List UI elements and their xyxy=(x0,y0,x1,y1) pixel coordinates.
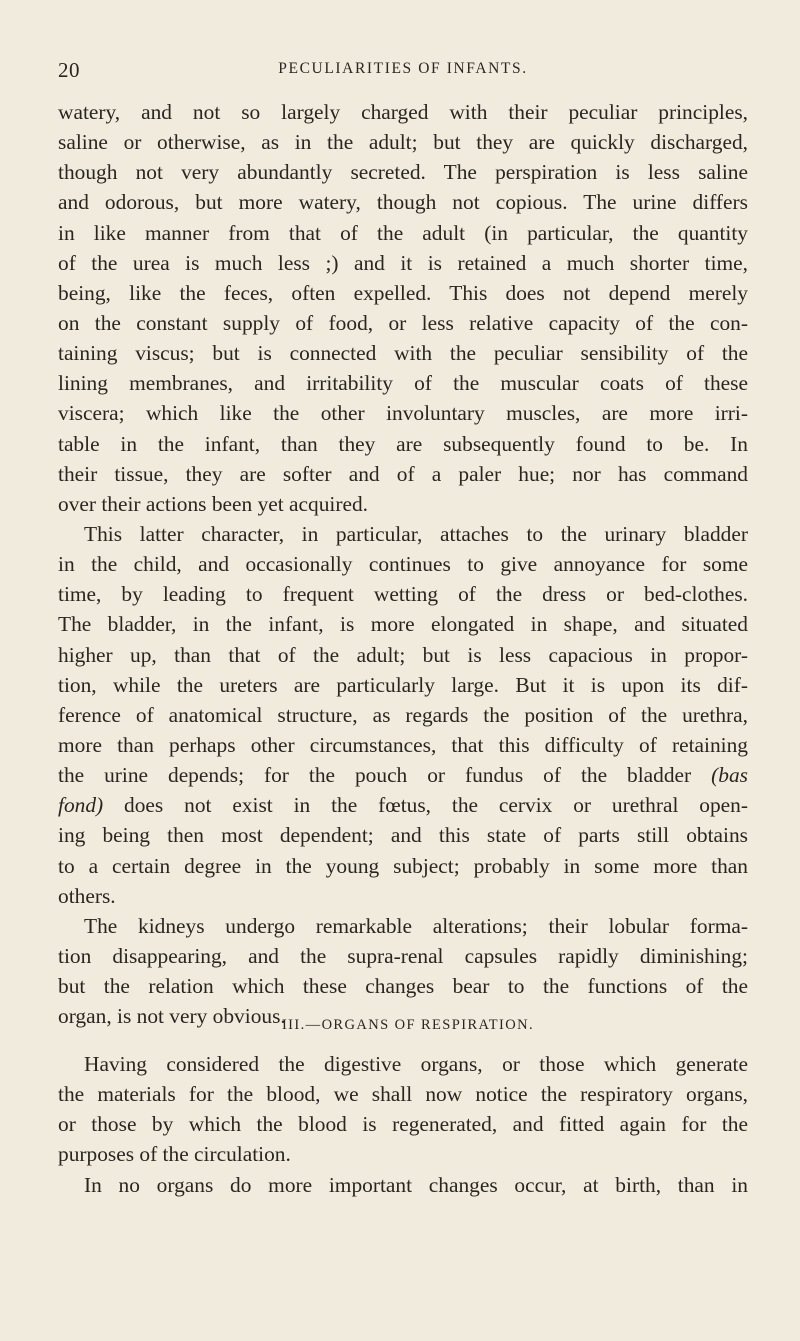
text-line: This latter character, in particular, attaches to the urinary bladder xyxy=(84,521,748,546)
body-text xyxy=(58,97,748,1031)
text-line: In no organs do more important changes occur, at birth, than in xyxy=(84,1172,748,1197)
text-line: in the child, and occasionally continues to give annoyance for some xyxy=(58,552,748,577)
italic-term: fond) xyxy=(58,793,104,818)
paragraph xyxy=(58,1049,748,1170)
text-line: in like manner from that of the adult (in particular, the quantity xyxy=(58,220,748,245)
text-segment: the urine depends; for the pouch or fundus of the bladder xyxy=(58,763,692,788)
text-line: of the urea is much less ;) and it is retained a much shorter time, xyxy=(58,250,748,275)
text-line: time, by leading to frequent wetting of the dress or bed-clothes. xyxy=(58,582,748,607)
running-head: PECULIARITIES OF INFANTS. xyxy=(278,60,528,77)
paragraph xyxy=(58,911,748,1032)
text-line: ing being then most dependent; and this state of parts still obtains xyxy=(58,823,748,848)
paragraph xyxy=(58,519,748,911)
text-line: viscera; which like the other involuntary muscles, are more irri- xyxy=(58,401,748,426)
paragraph xyxy=(58,97,748,519)
text-line: ference of anatomical structure, as regards the position of the urethra, xyxy=(58,702,748,727)
text-line: on the constant supply of food, or less relative capacity of the con- xyxy=(58,310,748,335)
page-number: 20 xyxy=(58,58,80,82)
text-line: over their actions been yet acquired. xyxy=(58,491,369,516)
text-line: the materials for the blood, we shall now notice the respiratory organs, xyxy=(58,1082,748,1107)
section-body xyxy=(58,1049,748,1200)
text-line: taining viscus; but is connected with the peculiar sensibility of the xyxy=(58,341,748,366)
text-line: more than perhaps other circumstances, that this difficulty of retaining xyxy=(58,732,748,757)
text-line: higher up, than that of the adult; but is less capacious in propor- xyxy=(58,642,748,667)
text-line: others. xyxy=(58,883,116,908)
text-line: their tissue, they are softer and of a paler hue; nor has command xyxy=(58,461,748,486)
text-line: The bladder, in the infant, is more elongated in shape, and situated xyxy=(58,612,748,637)
page-header xyxy=(58,58,748,88)
text-line: table in the infant, than they are subsequently found to be. In xyxy=(58,431,748,456)
text-line: lining membranes, and irritability of the muscular coats of these xyxy=(58,371,748,396)
text-line xyxy=(58,760,748,790)
text-line: tion, while the ureters are particularly large. But it is upon its dif- xyxy=(58,672,748,697)
text-line: watery, and not so largely charged with their peculiar principles, xyxy=(58,100,748,124)
text-line: but the relation which these changes bear to the functions of the xyxy=(58,974,748,999)
text-line: The kidneys undergo remarkable alterations; their lobular forma- xyxy=(84,913,748,938)
section-heading: III.—ORGANS OF RESPIRATION. xyxy=(281,1017,535,1033)
text-line: purposes of the circulation. xyxy=(58,1142,291,1167)
text-line: being, like the feces, often expelled. This does not depend merely xyxy=(58,280,748,305)
paragraph xyxy=(58,1170,748,1200)
text-line: Having considered the digestive organs, or those which generate xyxy=(84,1052,748,1076)
text-line: to a certain degree in the young subject; probably in some more than xyxy=(58,853,748,878)
text-line: organ, is not very obvious. xyxy=(58,1004,286,1029)
text-line: tion disappearing, and the supra-renal capsules rapidly diminishing; xyxy=(58,943,748,968)
text-segment: does not exist in the fœtus, the cervix or urethral open- xyxy=(103,793,748,818)
text-line: or those by which the blood is regenerated, and fitted again for the xyxy=(58,1112,748,1137)
text-line: though not very abundantly secreted. The perspiration is less saline xyxy=(58,160,748,185)
italic-term: (bas xyxy=(711,763,748,788)
text-line xyxy=(58,790,748,820)
text-line: and odorous, but more watery, though not copious. The urine differs xyxy=(58,190,748,215)
text-line: saline or otherwise, as in the adult; but they are quickly discharged, xyxy=(58,130,748,155)
